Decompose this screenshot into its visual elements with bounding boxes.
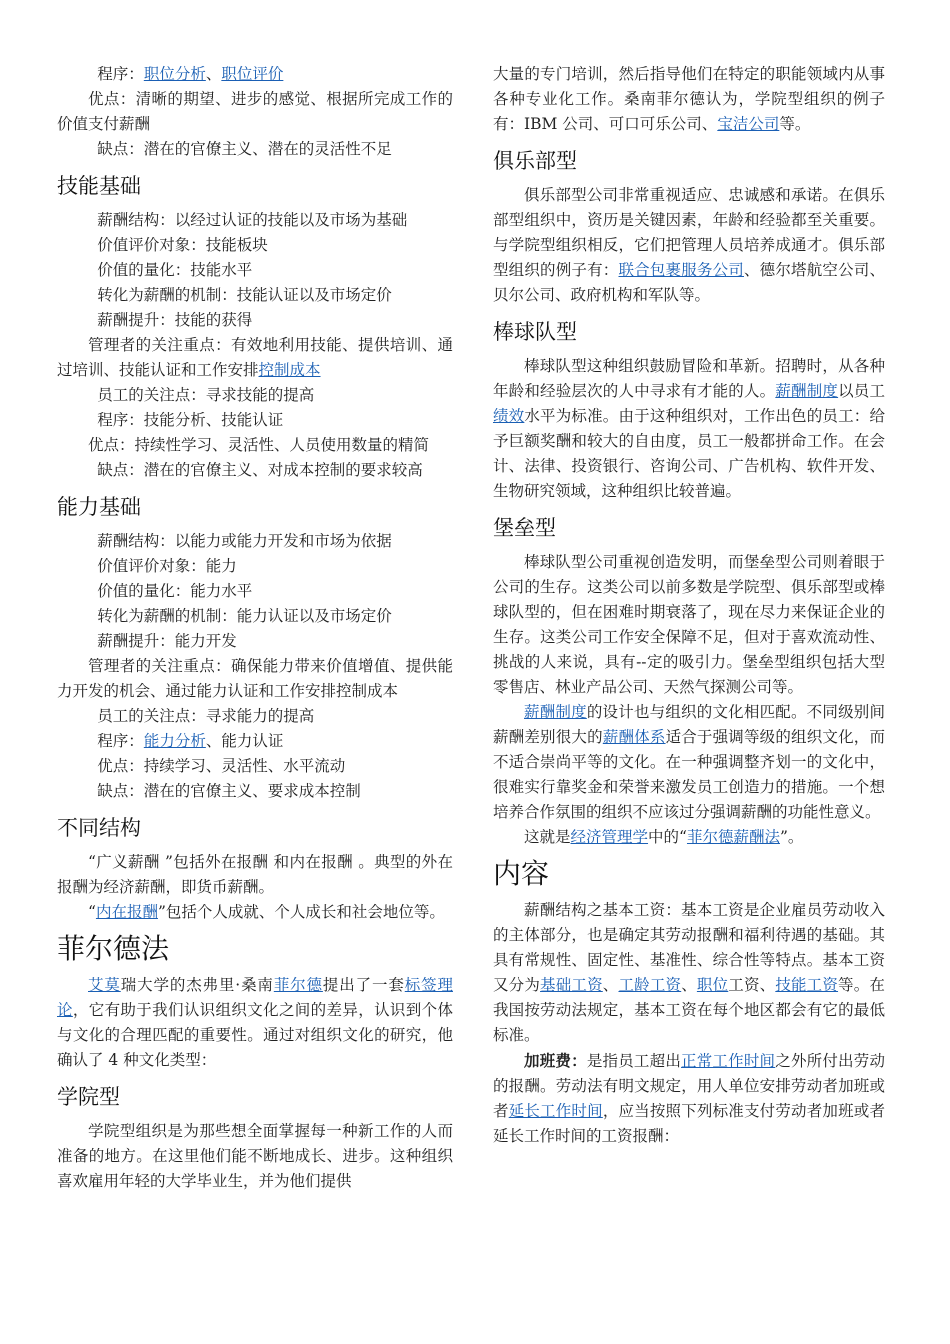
performance-link[interactable]: 绩效 xyxy=(493,407,525,425)
advantages-line: 优点：清晰的期望、进步的感觉、根据所完成工作的价值支付薪酬 xyxy=(57,90,453,133)
economic-management-link[interactable]: 经济管理学 xyxy=(570,828,649,846)
ability-line: 价值评价对象：能力 xyxy=(97,557,237,575)
fierde-link[interactable]: 菲尔德 xyxy=(273,976,323,994)
skill-line: 员工的关注点：寻求技能的提高 xyxy=(97,386,315,404)
ability-procedure-prefix: 程序： xyxy=(97,732,144,750)
position-link[interactable]: 职位 xyxy=(696,976,729,994)
baseball-paragraph xyxy=(493,354,885,504)
separator: 、 xyxy=(602,976,619,994)
club-heading: 俱乐部型 xyxy=(493,149,577,173)
skill-line: 薪酬提升：技能的获得 xyxy=(97,311,253,329)
ability-heading: 能力基础 xyxy=(57,495,141,519)
emory-link[interactable]: 艾莫 xyxy=(88,976,121,994)
club-end: 、德尔塔航空公司、贝尔公司、政府机构和军队等。 xyxy=(493,261,885,304)
culture-match-paragraph xyxy=(493,700,885,825)
basic-salary-paragraph xyxy=(493,898,885,1048)
skill-line: 优点：持续性学习、灵活性、人员使用数量的精简 xyxy=(88,436,430,454)
seniority-wage-link[interactable]: 工龄工资 xyxy=(618,976,682,994)
basic-salary-text: 等。在我国按劳动法规定，基本工资在每个地区都会有它的最低标准。 xyxy=(493,976,885,1044)
summary-paragraph xyxy=(493,825,885,850)
intrinsic-reward-link[interactable]: 内在报酬 xyxy=(95,903,158,921)
procedure-line xyxy=(57,62,453,87)
baseball-text: 以员工 xyxy=(838,382,885,400)
compensation-structure-link[interactable]: 薪酬体系 xyxy=(602,728,666,746)
skill-line: 价值的量化：技能水平 xyxy=(97,261,253,279)
baseball-text: 棒球队型这种组织鼓励冒险和革新。招聘时，从各种年龄和经验层次的人中寻求有才能的人。 xyxy=(493,357,885,400)
skill-line: 缺点：潜在的官僚主义、对成本控制的要求较高 xyxy=(97,461,423,479)
separator: 、 xyxy=(681,976,697,994)
academy-paragraph: 学院型组织是为那些想全面掌握每一种新工作的人而准备的地方。在这里他们能不断地成长、进步。这种组织喜欢雇用年轻的大学毕业生，并为他们提供 xyxy=(57,1122,453,1190)
separator: 工资、 xyxy=(728,976,776,994)
ability-analysis-link[interactable]: 能力分析 xyxy=(143,732,206,750)
overtime-text: ，应当按照下列标准支付劳动者加班或者延长工作时间的工资报酬： xyxy=(493,1102,885,1145)
job-evaluation-link[interactable]: 职位评价 xyxy=(221,65,284,83)
skill-line: 程序：技能分析、技能认证 xyxy=(97,411,284,429)
ability-manager-focus: 管理者的关注重点：确保能力带来价值增值、提供能力开发的机会、通过能力认证和工作安排控制成本 xyxy=(57,657,453,700)
culture-text: 适合于强调等级的组织文化，而不适合崇尚平等的文化。在一种强调整齐划一的文化中，很难实行靠奖金和荣誉来激发员工创造力的措施。一个想培养合作氛围的组织不应该过分强调薪酬的功能性意义。 xyxy=(493,728,885,821)
ability-procedure-line xyxy=(57,729,453,754)
club-text: 俱乐部型公司非常重视适应、忠诚感和承诺。在俱乐部型组织中，资历是关键因素，年龄和经验都至关重要。与学院型组织相反，它们把管理人员培养成通才。俱乐部型组织的例子有： xyxy=(493,186,885,279)
intrinsic-reward-paragraph xyxy=(57,900,453,925)
disadvantages-line: 缺点：潜在的官僚主义、潜在的灵活性不足 xyxy=(97,140,392,158)
base-wage-link[interactable]: 基础工资 xyxy=(540,976,603,994)
label-theory-link[interactable]: 标签理论 xyxy=(57,976,453,1019)
normal-working-hours-link[interactable]: 正常工作时间 xyxy=(681,1052,776,1070)
skill-line: 薪酬结构：以经过认证的技能以及市场为基础 xyxy=(97,211,408,229)
fortress-paragraph: 棒球队型公司重视创造发明，而堡垒型公司则着眼于公司的生存。这类公司以前多数是学院型、俱乐部型或棒球队型的，但在困难时期衰落了，现在尽力来保证企业的生存。这类公司工作安全保障不足，但对于喜欢流动性、挑战的人来说，具有--定的吸引力。堡垒型组织包括大型零售店、林业产品公司、天然气探测公司等。 xyxy=(493,553,885,696)
ability-line: 缺点：潜在的官僚主义、要求成本控制 xyxy=(97,782,361,800)
ability-line: 价值的量化：能力水平 xyxy=(97,582,253,600)
academy-heading: 学院型 xyxy=(57,1085,120,1109)
ups-link[interactable]: 联合包裹服务公司 xyxy=(618,261,744,279)
academy-continued-end: 等。 xyxy=(779,115,811,133)
job-analysis-link[interactable]: 职位分析 xyxy=(143,65,206,83)
overtime-paragraph xyxy=(493,1048,885,1149)
basic-salary-text: 薪酬结构之基本工资：基本工资是企业雇员劳动收入的主体部分，也是确定其劳动报酬和福利待遇的基础。其具有常规性、固定性、基准性、综合性等特点。基本工资又分为 xyxy=(493,901,885,994)
fierde-intro-paragraph xyxy=(57,973,453,1073)
culture-text: 的设计也与组织的文化相匹配。不同级别间薪酬差别很大的 xyxy=(493,703,885,746)
skill-manager-text: 管理者的关注重点：有效地利用技能、提供培训、通过培训、技能认证和工作安排 xyxy=(57,336,453,379)
baseball-text: 水平为标准。由于这种组织对，工作出色的员工：给予巨额奖酬和较大的自由度，员工一般都拼命工作。在会计、法律、投资银行、咨询公司、广告机构、软件开发、生物研究领域，这种组织比较普遍。 xyxy=(493,407,885,500)
skill-manager-focus xyxy=(57,333,453,383)
separator: 、 xyxy=(205,65,222,83)
left-column xyxy=(57,62,453,1194)
overtime-text: 之外所付出劳动的报酬。劳动法有明文规定，用人单位安排劳动者加班或者 xyxy=(493,1052,885,1120)
pg-link[interactable]: 宝洁公司 xyxy=(717,115,780,133)
summary-text: 这就是 xyxy=(524,828,571,846)
right-column xyxy=(493,62,885,1149)
summary-text: 中的“ xyxy=(648,828,687,846)
fierde-text: 瑞大学的杰弗里·桑南 xyxy=(120,976,274,994)
skill-wage-link[interactable]: 技能工资 xyxy=(775,976,839,994)
procedure-prefix: 程序： xyxy=(97,65,144,83)
quote-open: “ xyxy=(88,903,96,921)
ability-line: 薪酬提升：能力开发 xyxy=(97,632,237,650)
fierde-text: ，它有助于我们认识组织文化之间的差异，认识到个体与文化的合理匹配的重要性。通过对组织文化的研究，他确认了 4 种文化类型： xyxy=(57,1001,453,1069)
fortress-heading: 堡垒型 xyxy=(493,516,556,540)
ability-procedure-suffix: 、能力认证 xyxy=(205,732,284,750)
fierde-compensation-link[interactable]: 菲尔德薪酬法 xyxy=(686,828,780,846)
diff-structure-heading: 不同结构 xyxy=(57,816,141,840)
club-paragraph xyxy=(493,183,885,308)
fierde-text: 提出了一套 xyxy=(322,976,405,994)
compensation-system-link[interactable]: 薪酬制度 xyxy=(775,382,839,400)
academy-continued-text: 大量的专门培训，然后指导他们在特定的职能领域内从事各种专业化工作。桑南菲尔德认为，学院型组织的例子有：IBM 公司、可口可乐公司、 xyxy=(493,65,885,133)
ability-line: 优点：持续学习、灵活性、水平流动 xyxy=(97,757,346,775)
academy-continued-paragraph xyxy=(493,62,885,137)
compensation-system-link[interactable]: 薪酬制度 xyxy=(524,703,587,721)
intrinsic-reward-text: ”包括个人成就、个人成长和社会地位等。 xyxy=(157,903,445,921)
control-cost-link[interactable]: 控制成本 xyxy=(258,361,321,379)
summary-text: ”。 xyxy=(779,828,804,846)
baseball-heading: 棒球队型 xyxy=(493,320,577,344)
broad-compensation-paragraph: “广义薪酬 ”包括外在报酬 和内在报酬 。典型的外在报酬为经济薪酬，即货币薪酬。 xyxy=(57,853,453,896)
fierde-method-heading: 菲尔德法 xyxy=(57,932,170,965)
ability-line: 转化为薪酬的机制：能力认证以及市场定价 xyxy=(97,607,392,625)
ability-line: 薪酬结构：以能力或能力开发和市场为依据 xyxy=(97,532,392,550)
content-heading: 内容 xyxy=(493,857,550,890)
ability-line: 员工的关注点：寻求能力的提高 xyxy=(97,707,315,725)
skill-line: 转化为薪酬的机制：技能认证以及市场定价 xyxy=(97,286,392,304)
skill-line: 价值评价对象：技能板块 xyxy=(97,236,268,254)
skill-heading: 技能基础 xyxy=(57,174,141,198)
overtime-label: 加班费： xyxy=(524,1051,587,1070)
extended-hours-link[interactable]: 延长工作时间 xyxy=(508,1102,603,1120)
overtime-text: 是指员工超出 xyxy=(586,1052,682,1070)
